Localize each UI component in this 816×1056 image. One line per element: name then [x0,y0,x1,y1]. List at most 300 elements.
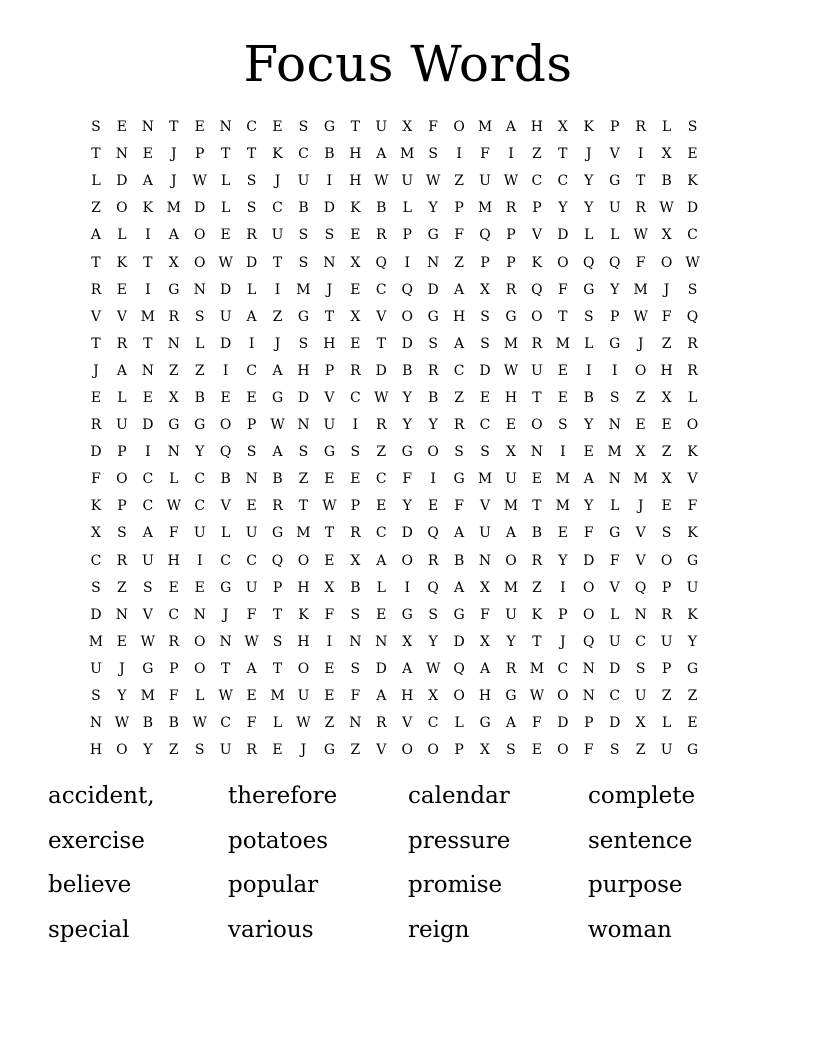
grid-letter: F [246,715,257,732]
grid-letter: F [454,498,464,515]
grid-letter: C [453,362,465,379]
grid-letter: U [686,579,699,596]
grid-letter: Q [634,579,647,596]
grid-letter: G [609,173,621,190]
grid-letter: F [609,552,620,569]
grid-letter: Z [661,688,672,705]
grid-letter: X [557,119,568,136]
grid-letter: E [324,552,335,569]
grid-letter: O [660,254,673,271]
grid-letter: P [661,660,672,677]
grid-letter: U [245,525,258,542]
grid-letter: E [531,742,543,759]
grid-letter: E [142,389,153,406]
grid-letter: O [401,308,413,325]
grid-letter: E [116,119,128,136]
grid-letter: E [557,362,568,379]
grid-letter: E [687,146,698,163]
grid-letter: E [557,525,568,542]
grid-letter: A [376,688,387,705]
grid-letter: L [610,227,620,244]
grid-row [83,304,733,331]
grid-letter: J [326,281,333,298]
grid-letter: U [219,308,232,325]
grid-letter: D [686,200,699,217]
grid-letter: A [402,660,413,677]
grid-letter: C [142,498,154,515]
grid-letter: I [430,471,436,488]
grid-letter: X [635,715,646,732]
grid-letter: P [454,200,464,217]
grid-letter: A [505,119,517,136]
grid-letter: G [271,389,284,406]
grid-letter: O [193,660,206,677]
grid-letter: U [193,525,206,542]
grid-letter: L [221,525,231,542]
grid-letter: F [428,119,439,136]
grid-row [83,385,733,412]
grid-letter: S [194,742,205,759]
grid-letter: V [142,606,153,623]
grid-letter: U [323,417,336,434]
grid-letter: R [272,498,283,515]
grid-letter: R [246,227,257,244]
grid-letter: O [531,308,543,325]
grid-letter: N [582,688,595,705]
grid-letter: P [480,254,490,271]
grid-row [83,575,733,602]
grid-letter: D [297,389,310,406]
grid-letter: N [349,715,362,732]
grid-letter: C [220,552,232,569]
grid-letter: J [222,606,229,623]
grid-letter: Z [661,444,672,461]
grid-letter: W [270,417,285,434]
grid-letter: O [453,119,465,136]
grid-letter: D [220,281,232,298]
grid-letter: N [297,417,310,434]
grid-letter: K [142,200,154,217]
grid-letter: Q [401,281,413,298]
grid-row [83,331,733,358]
grid-letter: E [428,498,439,515]
grid-letter: Q [427,579,439,596]
grid-letter: O [193,633,206,650]
grid-letter: G [323,742,335,759]
grid-letter: O [531,417,543,434]
grid-letter: L [661,715,672,732]
grid-letter: I [560,579,566,596]
grid-letter: A [454,281,465,298]
grid-letter: R [427,362,439,379]
grid-letter: C [635,633,647,650]
grid-letter: L [195,688,205,705]
grid-letter: X [90,525,101,542]
grid-letter: N [141,362,154,379]
grid-letter: S [609,389,620,406]
grid-letter: N [193,281,206,298]
grid-letter: I [560,444,566,461]
grid-letter: F [557,281,568,298]
grid-letter: B [142,715,153,732]
grid-letter: Y [143,742,153,759]
grid-letter: F [480,606,490,623]
grid-letter: P [506,227,516,244]
grid-letter: H [297,362,310,379]
grid-letter: A [454,579,465,596]
grid-letter: M [296,281,311,298]
grid-letter: R [427,552,439,569]
word-list-item: various [228,916,314,943]
grid-letter: O [583,606,595,623]
grid-row [83,602,733,629]
grid-letter: Q [583,254,595,271]
grid-letter: X [480,281,491,298]
grid-letter: T [532,389,542,406]
grid-letter: G [427,227,439,244]
grid-letter: S [687,119,698,136]
grid-letter: U [608,633,621,650]
grid-letter: Z [532,146,542,163]
grid-letter: F [454,227,464,244]
grid-letter: S [583,308,594,325]
grid-letter: Z [350,742,361,759]
grid-letter: E [142,146,153,163]
grid-letter: U [634,688,647,705]
grid-letter: C [479,417,491,434]
grid-letter: L [610,498,620,515]
grid-letter: G [453,606,465,623]
grid-letter: O [116,742,128,759]
grid-letter: X [324,579,335,596]
grid-letter: U [531,362,543,379]
grid-letter: A [583,471,594,488]
grid-letter: H [167,552,180,569]
grid-letter: Z [454,254,464,271]
grid-letter: E [168,579,179,596]
grid-letter: P [117,498,127,515]
grid-letter: X [402,633,413,650]
grid-letter: N [219,633,232,650]
grid-letter: I [145,444,151,461]
grid-letter: N [427,254,440,271]
grid-letter: S [635,660,646,677]
grid-letter: L [246,281,257,298]
grid-letter: Y [687,633,698,650]
grid-letter: E [116,633,128,650]
grid-letter: X [505,444,516,461]
grid-letter: H [349,173,362,190]
word-list-item: special [48,916,130,943]
grid-letter: N [608,471,621,488]
grid-letter: W [503,362,519,379]
grid-letter: S [428,606,438,623]
grid-letter: C [246,119,257,136]
grid-letter: K [272,146,283,163]
grid-letter: F [168,525,179,542]
grid-letter: P [246,417,257,434]
grid-letter: Y [402,389,412,406]
grid-letter: U [660,742,673,759]
grid-letter: G [401,444,413,461]
grid-letter: G [220,579,232,596]
grid-letter: Z [454,389,464,406]
grid-letter: M [607,444,622,461]
grid-letter: R [661,606,672,623]
grid-letter: E [350,335,361,352]
grid-letter: D [323,200,336,217]
grid-letter: L [91,173,101,190]
grid-row [83,439,733,466]
grid-row [83,710,733,737]
grid-letter: J [170,173,177,190]
grid-letter: N [219,119,232,136]
grid-letter: W [633,308,648,325]
grid-letter: K [687,444,698,461]
grid-letter: M [555,498,571,515]
grid-letter: L [402,200,412,217]
grid-letter: H [323,335,336,352]
grid-letter: C [531,173,543,190]
grid-letter: I [222,362,229,379]
word-list-item: pressure [408,827,511,854]
grid-letter: Q [686,308,699,325]
grid-letter: R [505,200,517,217]
grid-letter: I [404,579,410,596]
grid-row [83,412,733,439]
grid-letter: S [350,444,361,461]
grid-letter: K [116,254,128,271]
grid-letter: B [298,200,309,217]
grid-letter: U [116,417,128,434]
grid-letter: G [323,444,335,461]
word-list-item: purpose [588,872,683,898]
grid-letter: D [609,660,621,677]
grid-letter: O [686,417,699,434]
grid-letter: T [143,254,153,271]
grid-letter: S [350,606,361,623]
grid-letter: Y [610,281,620,298]
grid-letter: Q [219,444,232,461]
grid-letter: G [401,606,413,623]
grid-letter: U [479,525,491,542]
grid-letter: E [246,389,257,406]
grid-letter: J [637,335,644,352]
grid-letter: X [661,471,672,488]
grid-letter: L [272,715,283,732]
grid-letter: S [246,200,257,217]
grid-letter: O [557,254,569,271]
grid-letter: M [477,471,493,488]
grid-letter: C [90,552,102,569]
grid-letter: T [91,254,101,271]
grid-letter: E [194,579,205,596]
grid-letter: R [505,281,517,298]
grid-letter: M [296,525,311,542]
grid-letter: E [220,389,231,406]
grid-letter: P [661,579,672,596]
grid-letter: J [637,498,644,515]
grid-letter: A [90,227,102,244]
word-list-item: calendar [408,783,510,809]
grid-letter: U [660,633,673,650]
grid-letter: I [404,254,410,271]
grid-letter: G [323,119,335,136]
grid-letter: U [505,606,517,623]
grid-letter: G [583,281,595,298]
grid-letter: C [427,715,439,732]
grid-letter: L [221,173,231,190]
grid-letter: S [143,579,153,596]
grid-letter: U [479,173,491,190]
grid-letter: S [246,444,257,461]
grid-letter: F [661,308,672,325]
grid-letter: T [324,308,335,325]
grid-letter: T [272,254,283,271]
grid-letter: L [195,335,205,352]
grid-letter: P [195,146,205,163]
grid-letter: R [531,335,543,352]
grid-letter: C [194,498,206,515]
grid-row [83,656,733,683]
grid-letter: F [246,606,257,623]
grid-letter: N [349,633,362,650]
grid-letter: M [555,335,571,352]
grid-letter: D [557,715,569,732]
grid-letter: M [477,119,493,136]
grid-letter: O [557,742,569,759]
grid-letter: W [685,254,700,271]
grid-letter: F [168,688,179,705]
grid-letter: R [635,200,646,217]
grid-letter: O [193,254,206,271]
grid-letter: I [637,146,644,163]
grid-letter: C [375,525,387,542]
grid-letter: B [324,146,335,163]
grid-letter: Y [584,498,594,515]
grid-letter: T [532,498,542,515]
grid-letter: M [477,200,493,217]
grid-row [83,548,733,575]
grid-letter: E [661,498,672,515]
grid-letter: W [503,173,519,190]
grid-letter: N [141,119,154,136]
grid-letter: P [506,254,516,271]
grid-letter: W [192,173,207,190]
grid-letter: Y [584,417,594,434]
grid-letter: C [557,173,569,190]
grid-letter: T [220,660,231,677]
grid-letter: A [454,335,465,352]
grid-letter: E [246,688,257,705]
grid-letter: S [246,173,257,190]
grid-letter: T [169,119,179,136]
grid-letter: V [90,308,102,325]
grid-letter: R [376,417,387,434]
grid-row [83,168,733,195]
grid-letter: X [350,552,361,569]
grid-letter: C [298,146,309,163]
grid-letter: U [271,227,284,244]
grid-letter: S [324,227,335,244]
grid-letter: Y [402,498,412,515]
grid-letter: F [687,498,698,515]
grid-row [83,493,733,520]
grid-letter: D [90,606,102,623]
grid-letter: R [168,308,180,325]
grid-letter: W [140,633,156,650]
grid-letter: L [661,119,672,136]
grid-letter: N [323,254,336,271]
grid-letter: Y [117,688,127,705]
grid-letter: R [687,362,698,379]
grid-letter: Q [453,660,465,677]
grid-letter: E [505,417,517,434]
grid-letter: I [274,281,281,298]
grid-letter: Y [428,633,438,650]
word-list-item: exercise [48,827,145,854]
grid-letter: G [142,660,154,677]
grid-letter: E [220,227,231,244]
grid-letter: E [479,389,491,406]
grid-letter: M [140,688,156,705]
grid-letter: Z [168,362,179,379]
grid-letter: B [168,715,179,732]
grid-letter: T [272,606,283,623]
grid-letter: T [143,335,153,352]
grid-letter: D [90,444,102,461]
grid-letter: K [687,525,698,542]
grid-letter: T [635,173,646,190]
grid-letter: G [427,308,439,325]
grid-letter: L [610,606,620,623]
grid-letter: C [687,227,698,244]
grid-letter: Q [608,254,621,271]
grid-letter: R [90,281,102,298]
grid-letter: Q [531,281,543,298]
grid-letter: A [272,362,283,379]
grid-letter: X [480,742,491,759]
grid-letter: W [322,498,337,515]
grid-letter: R [350,362,361,379]
grid-letter: Q [271,552,284,569]
grid-letter: J [93,362,99,379]
grid-letter: T [376,335,386,352]
grid-letter: L [117,389,127,406]
grid-letter: M [529,660,545,677]
grid-letter: D [427,281,439,298]
grid-letter: G [297,308,310,325]
grid-letter: B [428,389,439,406]
grid-letter: I [145,227,151,244]
grid-letter: X [480,633,491,650]
grid-letter: N [193,606,206,623]
grid-letter: B [583,389,594,406]
word-list-item: therefore [228,783,338,809]
grid-letter: B [453,552,465,569]
grid-letter: U [608,200,621,217]
grid-letter: C [168,606,180,623]
word-list-item: woman [588,916,672,943]
grid-letter: I [586,362,592,379]
grid-letter: V [116,308,127,325]
grid-letter: N [167,444,180,461]
grid-letter: S [91,119,101,136]
grid-letter: X [480,579,491,596]
grid-letter: P [558,606,568,623]
grid-letter: N [478,552,492,569]
grid-letter: I [248,335,255,352]
